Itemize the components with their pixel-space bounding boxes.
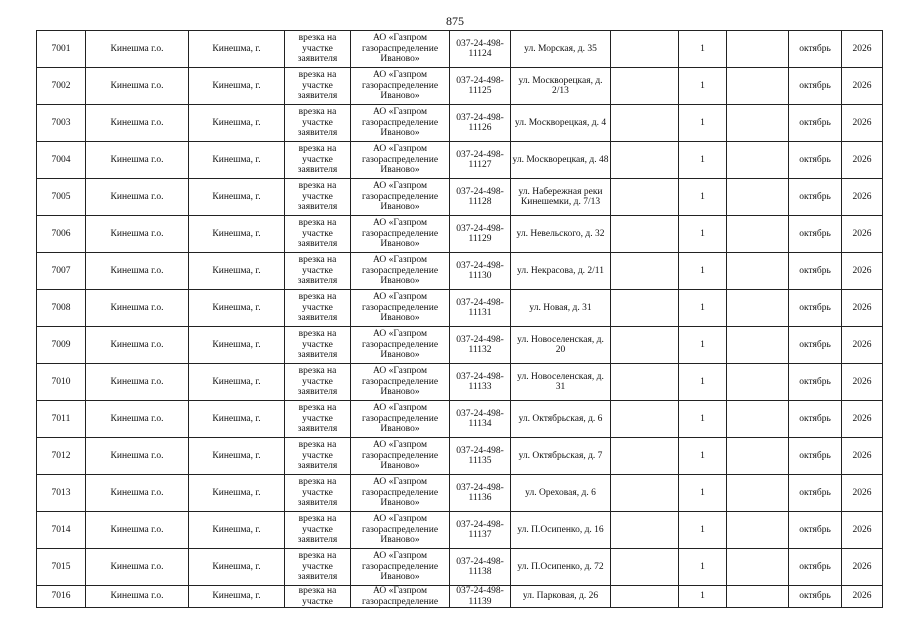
address-cell: ул. П.Осипенко, д. 16 <box>511 512 611 549</box>
quantity-cell: 1 <box>679 216 727 253</box>
table-row <box>37 401 883 438</box>
blank-cell <box>727 512 789 549</box>
locality-cell: Кинешма, г. <box>189 475 285 512</box>
row-number-cell: 7011 <box>37 401 86 438</box>
quantity-cell: 1 <box>679 290 727 327</box>
application-code-cell: 037-24-498-11127 <box>450 142 511 179</box>
month-cell: октябрь <box>789 105 842 142</box>
blank-cell <box>611 68 679 105</box>
work-type-cell: врезка на участке заявителя <box>285 68 351 105</box>
organization-cell: АО «Газпром газораспределение Иваново» <box>351 142 450 179</box>
month-cell: октябрь <box>789 290 842 327</box>
month-cell: октябрь <box>789 586 842 608</box>
row-number-cell: 7012 <box>37 438 86 475</box>
district-cell: Кинешма г.о. <box>86 401 189 438</box>
quantity-cell: 1 <box>679 586 727 608</box>
row-number-cell: 7006 <box>37 216 86 253</box>
blank-cell <box>611 586 679 608</box>
locality-cell: Кинешма, г. <box>189 142 285 179</box>
district-cell: Кинешма г.о. <box>86 68 189 105</box>
application-code-cell: 037-24-498-11128 <box>450 179 511 216</box>
blank-cell <box>727 290 789 327</box>
locality-cell: Кинешма, г. <box>189 512 285 549</box>
table-row <box>37 549 883 586</box>
blank-cell <box>611 475 679 512</box>
work-type-cell: врезка на участке заявителя <box>285 512 351 549</box>
work-type-cell: врезка на участке заявителя <box>285 438 351 475</box>
address-cell: ул. П.Осипенко, д. 72 <box>511 549 611 586</box>
blank-cell <box>611 438 679 475</box>
work-type-cell: врезка на участке заявителя <box>285 179 351 216</box>
district-cell: Кинешма г.о. <box>86 512 189 549</box>
organization-cell: АО «Газпром газораспределение Иваново» <box>351 253 450 290</box>
month-cell: октябрь <box>789 216 842 253</box>
address-cell: ул. Москворецкая, д. 2/13 <box>511 68 611 105</box>
blank-cell <box>727 216 789 253</box>
month-cell: октябрь <box>789 438 842 475</box>
work-type-cell: врезка на участке <box>285 586 351 608</box>
locality-cell: Кинешма, г. <box>189 179 285 216</box>
organization-cell: АО «Газпром газораспределение Иваново» <box>351 216 450 253</box>
row-number-cell: 7003 <box>37 105 86 142</box>
quantity-cell: 1 <box>679 364 727 401</box>
month-cell: октябрь <box>789 179 842 216</box>
organization-cell: АО «Газпром газораспределение Иваново» <box>351 327 450 364</box>
work-type-cell: врезка на участке заявителя <box>285 401 351 438</box>
blank-cell <box>727 475 789 512</box>
table-row <box>37 253 883 290</box>
year-cell: 2026 <box>842 216 883 253</box>
year-cell: 2026 <box>842 142 883 179</box>
address-cell: ул. Ореховая, д. 6 <box>511 475 611 512</box>
locality-cell: Кинешма, г. <box>189 253 285 290</box>
month-cell: октябрь <box>789 549 842 586</box>
quantity-cell: 1 <box>679 438 727 475</box>
blank-cell <box>611 290 679 327</box>
locality-cell: Кинешма, г. <box>189 549 285 586</box>
application-code-cell: 037-24-498-11126 <box>450 105 511 142</box>
address-cell: ул. Москворецкая, д. 4 <box>511 105 611 142</box>
application-code-cell: 037-24-498-11139 <box>450 586 511 608</box>
blank-cell <box>611 216 679 253</box>
organization-cell: АО «Газпром газораспределение Иваново» <box>351 31 450 68</box>
work-type-cell: врезка на участке заявителя <box>285 549 351 586</box>
application-code-cell: 037-24-498-11133 <box>450 364 511 401</box>
blank-cell <box>727 253 789 290</box>
year-cell: 2026 <box>842 290 883 327</box>
quantity-cell: 1 <box>679 31 727 68</box>
district-cell: Кинешма г.о. <box>86 586 189 608</box>
district-cell: Кинешма г.о. <box>86 364 189 401</box>
address-cell: ул. Морская, д. 35 <box>511 31 611 68</box>
row-number-cell: 7001 <box>37 31 86 68</box>
row-number-cell: 7004 <box>37 142 86 179</box>
blank-cell <box>727 364 789 401</box>
blank-cell <box>727 142 789 179</box>
organization-cell: АО «Газпром газораспределение Иваново» <box>351 364 450 401</box>
address-cell: ул. Москворецкая, д. 48 <box>511 142 611 179</box>
table-row <box>37 216 883 253</box>
table-row <box>37 179 883 216</box>
quantity-cell: 1 <box>679 105 727 142</box>
work-type-cell: врезка на участке заявителя <box>285 142 351 179</box>
blank-cell <box>727 401 789 438</box>
row-number-cell: 7013 <box>37 475 86 512</box>
blank-cell <box>727 438 789 475</box>
address-cell: ул. Новоселенская, д. 20 <box>511 327 611 364</box>
year-cell: 2026 <box>842 438 883 475</box>
district-cell: Кинешма г.о. <box>86 290 189 327</box>
month-cell: октябрь <box>789 327 842 364</box>
address-cell: ул. Набережная реки Кинешемки, д. 7/13 <box>511 179 611 216</box>
blank-cell <box>727 549 789 586</box>
year-cell: 2026 <box>842 475 883 512</box>
district-cell: Кинешма г.о. <box>86 179 189 216</box>
page-number: 875 <box>446 14 464 28</box>
district-cell: Кинешма г.о. <box>86 438 189 475</box>
work-type-cell: врезка на участке заявителя <box>285 364 351 401</box>
district-cell: Кинешма г.о. <box>86 475 189 512</box>
locality-cell: Кинешма, г. <box>189 31 285 68</box>
district-cell: Кинешма г.о. <box>86 31 189 68</box>
locality-cell: Кинешма, г. <box>189 105 285 142</box>
year-cell: 2026 <box>842 364 883 401</box>
application-code-cell: 037-24-498-11132 <box>450 327 511 364</box>
row-number-cell: 7015 <box>37 549 86 586</box>
quantity-cell: 1 <box>679 68 727 105</box>
quantity-cell: 1 <box>679 475 727 512</box>
blank-cell <box>727 179 789 216</box>
application-code-cell: 037-24-498-11138 <box>450 549 511 586</box>
table-row <box>37 68 883 105</box>
district-cell: Кинешма г.о. <box>86 105 189 142</box>
address-cell: ул. Некрасова, д. 2/11 <box>511 253 611 290</box>
quantity-cell: 1 <box>679 401 727 438</box>
organization-cell: АО «Газпром газораспределение Иваново» <box>351 512 450 549</box>
blank-cell <box>611 327 679 364</box>
year-cell: 2026 <box>842 586 883 608</box>
work-type-cell: врезка на участке заявителя <box>285 31 351 68</box>
organization-cell: АО «Газпром газораспределение <box>351 586 450 608</box>
row-number-cell: 7002 <box>37 68 86 105</box>
blank-cell <box>727 586 789 608</box>
application-code-cell: 037-24-498-11134 <box>450 401 511 438</box>
table-row <box>37 586 883 608</box>
application-code-cell: 037-24-498-11130 <box>450 253 511 290</box>
work-type-cell: врезка на участке заявителя <box>285 216 351 253</box>
row-number-cell: 7008 <box>37 290 86 327</box>
organization-cell: АО «Газпром газораспределение Иваново» <box>351 401 450 438</box>
row-number-cell: 7014 <box>37 512 86 549</box>
work-type-cell: врезка на участке заявителя <box>285 253 351 290</box>
blank-cell <box>611 401 679 438</box>
blank-cell <box>611 179 679 216</box>
locality-cell: Кинешма, г. <box>189 401 285 438</box>
work-type-cell: врезка на участке заявителя <box>285 475 351 512</box>
blank-cell <box>727 105 789 142</box>
row-number-cell: 7005 <box>37 179 86 216</box>
month-cell: октябрь <box>789 253 842 290</box>
address-cell: ул. Новая, д. 31 <box>511 290 611 327</box>
year-cell: 2026 <box>842 549 883 586</box>
table-row <box>37 475 883 512</box>
district-cell: Кинешма г.о. <box>86 216 189 253</box>
blank-cell <box>611 253 679 290</box>
application-code-cell: 037-24-498-11131 <box>450 290 511 327</box>
table-row <box>37 142 883 179</box>
work-type-cell: врезка на участке заявителя <box>285 105 351 142</box>
row-number-cell: 7007 <box>37 253 86 290</box>
address-cell: ул. Октябрьская, д. 6 <box>511 401 611 438</box>
address-cell: ул. Октябрьская, д. 7 <box>511 438 611 475</box>
locality-cell: Кинешма, г. <box>189 68 285 105</box>
month-cell: октябрь <box>789 475 842 512</box>
locality-cell: Кинешма, г. <box>189 438 285 475</box>
application-code-cell: 037-24-498-11136 <box>450 475 511 512</box>
row-number-cell: 7016 <box>37 586 86 608</box>
blank-cell <box>727 31 789 68</box>
address-cell: ул. Новоселенская, д. 31 <box>511 364 611 401</box>
application-code-cell: 037-24-498-11125 <box>450 68 511 105</box>
table-row <box>37 364 883 401</box>
registry-table <box>36 30 883 608</box>
table-row <box>37 31 883 68</box>
blank-cell <box>611 31 679 68</box>
locality-cell: Кинешма, г. <box>189 327 285 364</box>
row-number-cell: 7010 <box>37 364 86 401</box>
blank-cell <box>727 68 789 105</box>
year-cell: 2026 <box>842 327 883 364</box>
blank-cell <box>611 549 679 586</box>
quantity-cell: 1 <box>679 512 727 549</box>
work-type-cell: врезка на участке заявителя <box>285 290 351 327</box>
organization-cell: АО «Газпром газораспределение Иваново» <box>351 475 450 512</box>
organization-cell: АО «Газпром газораспределение Иваново» <box>351 549 450 586</box>
blank-cell <box>611 512 679 549</box>
district-cell: Кинешма г.о. <box>86 253 189 290</box>
locality-cell: Кинешма, г. <box>189 586 285 608</box>
table-row <box>37 290 883 327</box>
address-cell: ул. Парковая, д. 26 <box>511 586 611 608</box>
year-cell: 2026 <box>842 68 883 105</box>
organization-cell: АО «Газпром газораспределение Иваново» <box>351 105 450 142</box>
address-cell: ул. Невельского, д. 32 <box>511 216 611 253</box>
work-type-cell: врезка на участке заявителя <box>285 327 351 364</box>
blank-cell <box>611 142 679 179</box>
quantity-cell: 1 <box>679 327 727 364</box>
table-row <box>37 512 883 549</box>
application-code-cell: 037-24-498-11129 <box>450 216 511 253</box>
table-row <box>37 327 883 364</box>
month-cell: октябрь <box>789 401 842 438</box>
year-cell: 2026 <box>842 179 883 216</box>
locality-cell: Кинешма, г. <box>189 216 285 253</box>
registry-body <box>37 31 883 608</box>
blank-cell <box>611 105 679 142</box>
table-row <box>37 438 883 475</box>
month-cell: октябрь <box>789 68 842 105</box>
organization-cell: АО «Газпром газораспределение Иваново» <box>351 290 450 327</box>
month-cell: октябрь <box>789 512 842 549</box>
blank-cell <box>611 364 679 401</box>
application-code-cell: 037-24-498-11124 <box>450 31 511 68</box>
organization-cell: АО «Газпром газораспределение Иваново» <box>351 179 450 216</box>
month-cell: октябрь <box>789 364 842 401</box>
district-cell: Кинешма г.о. <box>86 327 189 364</box>
organization-cell: АО «Газпром газораспределение Иваново» <box>351 438 450 475</box>
district-cell: Кинешма г.о. <box>86 142 189 179</box>
quantity-cell: 1 <box>679 549 727 586</box>
row-number-cell: 7009 <box>37 327 86 364</box>
organization-cell: АО «Газпром газораспределение Иваново» <box>351 68 450 105</box>
locality-cell: Кинешма, г. <box>189 364 285 401</box>
quantity-cell: 1 <box>679 179 727 216</box>
application-code-cell: 037-24-498-11135 <box>450 438 511 475</box>
year-cell: 2026 <box>842 512 883 549</box>
table-row <box>37 105 883 142</box>
year-cell: 2026 <box>842 253 883 290</box>
quantity-cell: 1 <box>679 253 727 290</box>
month-cell: октябрь <box>789 31 842 68</box>
month-cell: октябрь <box>789 142 842 179</box>
district-cell: Кинешма г.о. <box>86 549 189 586</box>
blank-cell <box>727 327 789 364</box>
year-cell: 2026 <box>842 401 883 438</box>
quantity-cell: 1 <box>679 142 727 179</box>
year-cell: 2026 <box>842 31 883 68</box>
application-code-cell: 037-24-498-11137 <box>450 512 511 549</box>
year-cell: 2026 <box>842 105 883 142</box>
locality-cell: Кинешма, г. <box>189 290 285 327</box>
